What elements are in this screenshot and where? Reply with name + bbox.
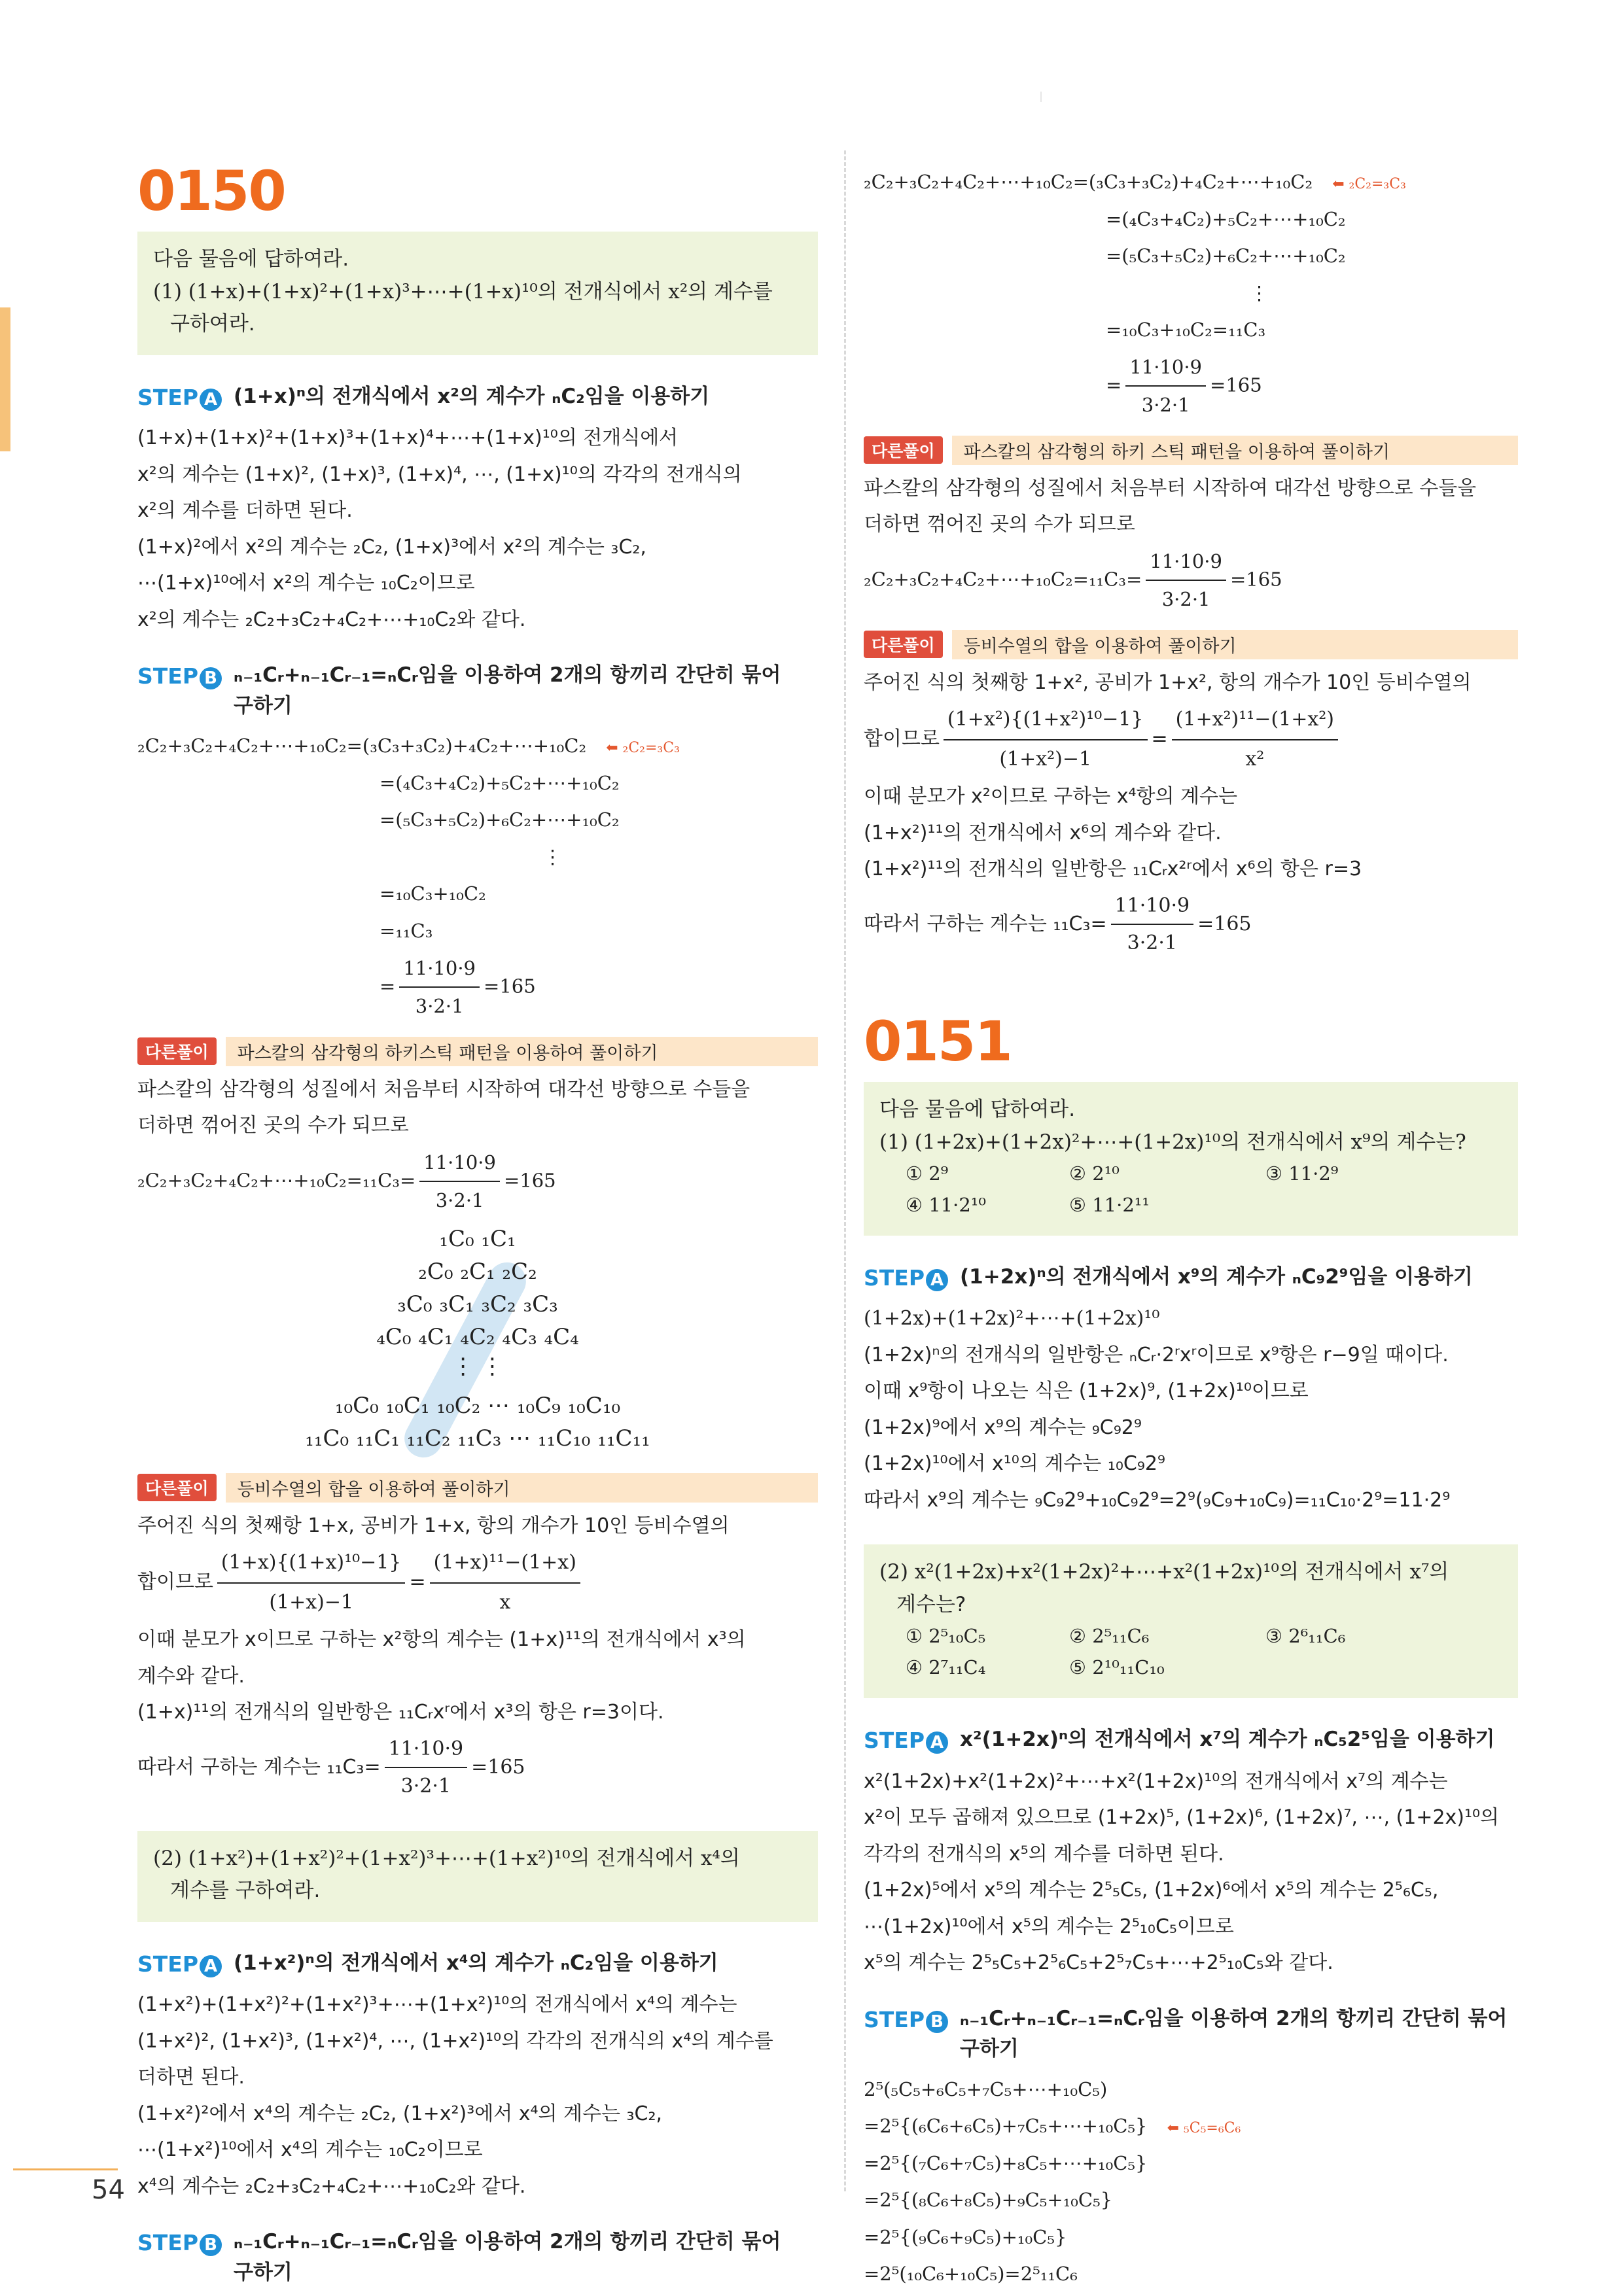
question-box [137, 232, 818, 355]
question-1: (1) (1+x)+(1+x)²+(1+x)³+⋯+(1+x)¹⁰의 전개식에서 x²의 계수를 [153, 279, 773, 304]
alt-badge: 다른풀이 [864, 436, 943, 464]
fraction: $\frac{11\cdot 10\cdot 9}{3\cdot 2\cdot 1}$ [1125, 349, 1206, 424]
choice[interactable]: ① 2⁵₁₀C₅ [906, 1625, 986, 1648]
equation-line: =2⁵(₁₀C₆+₁₀C₅)=2⁵₁₁C₆ [864, 2263, 1078, 2286]
alt-badge: 다른풀이 [864, 631, 943, 658]
choice[interactable]: ① 2⁹ [906, 1162, 949, 1185]
choice[interactable]: ⑤ 11·2¹¹ [1069, 1193, 1150, 1216]
step-a-header [137, 381, 818, 414]
step-a-line: (1+2x)+(1+2x)²+⋯+(1+2x)¹⁰ [864, 1307, 1160, 1331]
equation-line: =(₄C₃+₄C₂)+₅C₂+⋯+₁₀C₂ [380, 771, 620, 794]
triangle-row: ₁₁C₀ ₁₁C₁ ₁₁C₂ ₁₁C₃ ⋯ ₁₁C₁₀ ₁₁C₁₁ [305, 1425, 650, 1452]
alt-line: 계수와 같다. [137, 1664, 245, 1688]
alt-badge: 다른풀이 [137, 1474, 217, 1501]
question-2-cont: 계수를 구하여라. [170, 1879, 321, 1903]
alt-title: 등비수열의 합을 이용하여 풀이하기 [226, 1473, 818, 1503]
alt-line: 파스칼의 삼각형의 성질에서 처음부터 시작하여 대각선 방향으로 수들을 [137, 1077, 750, 1101]
choice[interactable]: ④ 2⁷₁₁C₄ [906, 1656, 986, 1679]
question-2: (2) (1+x²)+(1+x²)²+(1+x²)³+⋯+(1+x²)¹⁰의 전개식에서 x⁴의 [153, 1846, 740, 1870]
step-a-line: (1+2x)¹⁰에서 x¹⁰의 계수는 ₁₀C₉2⁹ [864, 1452, 1165, 1476]
fraction: $\frac{11\cdot 10\cdot 9}{3\cdot 2\cdot 1}$ [419, 1144, 500, 1219]
triangle-row: ⋮ ⋮ [451, 1353, 504, 1380]
equation-line: 2⁵(₅C₅+₆C₅+₇C₅+⋯+₁₀C₅) [864, 2078, 1108, 2100]
step-a-line: (1+x²)²에서 x⁴의 계수는 ₂C₂, (1+x²)³에서 x⁴의 계수는 ₃C₂, [137, 2102, 663, 2125]
step-a-header [137, 1948, 818, 1981]
equation-line: ₂C₂+₃C₂+₄C₂+⋯+₁₀C₂=(₃C₃+₃C₂)+₄C₂+⋯+₁₀C₂ ⬅ ₂C₂=₃C₃ [864, 171, 1406, 193]
equation-line: 합이므로 $\frac{\text{(1+x²)\{(1+x²)¹⁰−1\}}}{\text{(1+x²)−1}}$ = $\frac{\text{(1+x²)¹¹−(1+x²)}}{\text{x²}}$ [864, 701, 1518, 778]
step-a-line: ⋯(1+x²)¹⁰에서 x⁴의 계수는 ₁₀C₂이므로 [137, 2138, 483, 2162]
step-a-label: STEP A [864, 1262, 948, 1295]
equation-line: ₂C₂+₃C₂+₄C₂+⋯+₁₀C₂=(₃C₃+₃C₂)+₄C₂+⋯+₁₀C₂ ⬅ ₂C₂=₃C₃ [137, 735, 680, 757]
equation-line: =₁₁C₃ [380, 920, 433, 943]
column-divider [844, 150, 846, 2191]
step-a-line: x⁵의 계수는 2⁵₅C₅+2⁵₆C₅+2⁵₇C₅+⋯+2⁵₁₀C₅와 같다. [864, 1951, 1333, 1975]
alt-line: 파스칼의 삼각형의 성질에서 처음부터 시작하여 대각선 방향으로 수들을 [864, 476, 1477, 500]
answer-choices [879, 1158, 1502, 1221]
equation-line: =2⁵{(₇C₆+₇C₅)+₈C₅+⋯+₁₀C₅} [864, 2151, 1148, 2174]
step-a-line: (1+x)+(1+x)²+(1+x)³+(1+x)⁴+⋯+(1+x)¹⁰의 전개식에서 [137, 426, 679, 450]
fraction: $\frac{\text{(1+x)\{(1+x)¹⁰−1\}}}{(1+x)-1}$ [217, 1544, 406, 1622]
step-a-line: (1+2x)⁹에서 x⁹의 계수는 ₉C₉2⁹ [864, 1416, 1142, 1439]
choice[interactable]: ④ 11·2¹⁰ [906, 1193, 987, 1216]
question-1-cont: 구하여라. [170, 312, 255, 336]
alt-line: 주어진 식의 첫째항 1+x², 공비가 1+x², 항의 개수가 10인 등비수열의 [864, 670, 1472, 694]
equation-line: =₁₀C₃+₁₀C₂ [380, 882, 486, 905]
triangle-row: ₃C₀ ₃C₁ ₃C₂ ₃C₃ [397, 1291, 558, 1317]
step-a-line: x²의 계수는 (1+x)², (1+x)³, (1+x)⁴, ⋯, (1+x)¹⁰의 각각의 전개식의 [137, 462, 742, 486]
problem-number: 0151 [864, 1009, 1012, 1073]
equation-line: =(₄C₃+₄C₂)+₅C₂+⋯+₁₀C₂ [1106, 207, 1346, 230]
alt-solution-header [137, 1037, 818, 1066]
step-a-title: x²(1+2x)ⁿ의 전개식에서 x⁷의 계수가 ₙC₅2⁵임을 이용하기 [960, 1728, 1495, 1752]
equation-line: =₁₀C₃+₁₀C₂=₁₁C₃ [1106, 319, 1266, 341]
alt-line: (1+x²)¹¹의 전개식의 일반항은 ₁₁Cᵣx²ʳ에서 x⁶의 항은 r=3 [864, 858, 1362, 881]
step-b-header [137, 660, 818, 721]
equation-line: 합이므로 $\frac{\text{(1+x)\{(1+x)¹⁰−1\}}}{(1+x)-1}$ = $\frac{\text{(1+x)¹¹−(1+x)}}{x}$ [137, 1544, 818, 1622]
choice[interactable]: ⑤ 2¹⁰₁₁C₁₀ [1069, 1656, 1165, 1679]
step-a-line: x²(1+2x)+x²(1+2x)²+⋯+x²(1+2x)¹⁰의 전개식에서 x⁷의 계수는 [864, 1769, 1448, 1793]
step-a-line: x²의 계수를 더하면 된다. [137, 499, 353, 523]
step-b-header [137, 2227, 818, 2287]
alt-solution-header [137, 1473, 818, 1503]
step-b-label: STEP B [137, 660, 222, 721]
fraction: $\frac{\text{(1+x²)\{(1+x²)¹⁰−1\}}}{\text{(1+x²)−1}}$ [944, 701, 1148, 778]
triangle-row: ₁₀C₀ ₁₀C₁ ₁₀C₂ ⋯ ₁₀C₉ ₁₀C₁₀ [334, 1392, 621, 1419]
equation-line: =2⁵{(₈C₆+₈C₅)+₉C₅+₁₀C₅} [864, 2189, 1113, 2212]
alt-solution-header [864, 436, 1518, 465]
step-a-line: x²이 모두 곱해져 있으므로 (1+2x)⁵, (1+2x)⁶, (1+2x)⁷, ⋯, (1+2x)¹⁰의 [864, 1806, 1500, 1830]
equation-line: = $\frac{11\cdot 10\cdot 9}{3\cdot 2\cdot 1}$ =165 [864, 349, 1518, 424]
alt-title: 파스칼의 삼각형의 하키스틱 패턴을 이용하여 풀이하기 [226, 1037, 818, 1066]
step-a-title: (1+x²)ⁿ의 전개식에서 x⁴의 계수가 ₙC₂임을 이용하기 [234, 1951, 718, 1975]
equation-line: =2⁵{(₉C₆+₉C₅)+₁₀C₅} [864, 2225, 1067, 2248]
step-a-line: (1+x²)², (1+x²)³, (1+x²)⁴, ⋯, (1+x²)¹⁰의 각각의 전개식의 x⁴의 계수를 [137, 2029, 773, 2053]
alt-badge: 다른풀이 [137, 1037, 217, 1065]
triangle-row: ₂C₀ ₂C₁ ₂C₂ [418, 1258, 537, 1285]
alt-title: 등비수열의 합을 이용하여 풀이하기 [952, 630, 1518, 659]
question-box [137, 1831, 818, 1922]
step-a-line: 각각의 전개식의 x⁵의 계수를 더하면 된다. [864, 1842, 1224, 1866]
equation-line: =2⁵{(₆C₆+₆C₅)+₇C₅+⋯+₁₀C₅} ⬅ ₅C₅=₆C₆ [864, 2115, 1241, 2138]
vertical-ellipsis: ⋮ [543, 845, 562, 868]
alt-line: 이때 분모가 x²이므로 구하는 x⁴항의 계수는 [864, 785, 1237, 809]
triangle-row: ₄C₀ ₄C₁ ₄C₂ ₄C₃ ₄C₄ [376, 1323, 579, 1350]
step-a-line: (1+2x)⁵에서 x⁵의 계수는 2⁵₅C₅, (1+2x)⁶에서 x⁵의 계수는 2⁵₆C₅, [864, 1879, 1439, 1902]
step-a-title: (1+x)ⁿ의 전개식에서 x²의 계수가 ₙC₂임을 이용하기 [234, 384, 710, 408]
question-2: (2) x²(1+2x)+x²(1+2x)²+⋯+x²(1+2x)¹⁰의 전개식에서 x⁷의 [879, 1560, 1449, 1584]
page-number: 54 [92, 2175, 125, 2205]
step-a-header [864, 1262, 1518, 1295]
choice[interactable]: ③ 11·2⁹ [1265, 1162, 1339, 1185]
equation-line: =(₅C₃+₅C₂)+₆C₂+⋯+₁₀C₂ [1106, 245, 1346, 268]
step-b-title: ₙ₋₁Cᵣ+ₙ₋₁Cᵣ₋₁=ₙCᵣ임을 이용하여 2개의 항끼리 간단히 묶어 구하기 [234, 663, 781, 718]
question-box [864, 1544, 1518, 1698]
fraction: $\frac{\text{(1+x)¹¹−(1+x)}}{x}$ [430, 1544, 580, 1622]
step-a-line: ⋯(1+2x)¹⁰에서 x⁵의 계수는 2⁵₁₀C₅이므로 [864, 1915, 1234, 1938]
step-a-label: STEP A [137, 381, 222, 414]
alt-title: 파스칼의 삼각형의 하키 스틱 패턴을 이용하여 풀이하기 [952, 436, 1518, 465]
step-a-line: x⁴의 계수는 ₂C₂+₃C₂+₄C₂+⋯+₁₀C₂와 같다. [137, 2174, 526, 2198]
answer-choices [879, 1621, 1502, 1684]
equation-line: =(₅C₃+₅C₂)+₆C₂+⋯+₁₀C₂ [380, 809, 620, 831]
step-a-label: STEP A [864, 1724, 948, 1757]
question-1: (1) (1+2x)+(1+2x)²+⋯+(1+2x)¹⁰의 전개식에서 x⁹의 계수는? [879, 1130, 1466, 1154]
question-box [864, 1082, 1518, 1236]
top-mark [1040, 92, 1042, 102]
step-b-label: STEP B [137, 2227, 222, 2287]
fraction: $\frac{11\cdot 10\cdot 9}{3\cdot 2\cdot 1}$ [1146, 543, 1226, 618]
step-a-title: (1+2x)ⁿ의 전개식에서 x⁹의 계수가 ₙC₉2⁹임을 이용하기 [960, 1264, 1473, 1289]
step-a-line: 더하면 된다. [137, 2066, 245, 2089]
chapter-tab [0, 307, 10, 451]
equation-line: = $\frac{11\cdot 10\cdot 9}{3\cdot 2\cdot 1}$ =165 [137, 950, 818, 1025]
note-arrow: ⬅ ₅C₅=₆C₆ [1167, 2120, 1241, 2137]
equation-line: ₂C₂+₃C₂+₄C₂+⋯+₁₀C₂=₁₁C₃= $\frac{11\cdot 10\cdot 9}{3\cdot 2\cdot 1}$ =165 [864, 543, 1518, 618]
right-column [864, 164, 1518, 2293]
step-a-line: ⋯(1+x)¹⁰에서 x²의 계수는 ₁₀C₂이므로 [137, 572, 475, 595]
choice[interactable]: ② 2⁵₁₁C₆ [1069, 1625, 1150, 1648]
fraction: $\frac{11\cdot 10\cdot 9}{3\cdot 2\cdot 1}$ [1111, 888, 1194, 962]
left-column [137, 144, 818, 2294]
step-b-label: STEP B [864, 2004, 948, 2064]
step-a-line: (1+2x)ⁿ의 전개식의 일반항은 ₙCᵣ·2ʳxʳ이므로 x⁹항은 r−9일 때이다. [864, 1343, 1449, 1366]
fraction: $\frac{\text{(1+x²)¹¹−(1+x²)}}{\text{x²}}$ [1172, 701, 1338, 778]
alt-line: 더하면 꺾어진 곳의 수가 되므로 [137, 1114, 409, 1138]
alt-line: 따라서 구하는 계수는 ₁₁C₃= $\frac{11\cdot 10\cdot 9}{3\cdot 2\cdot 1}$ =165 [864, 888, 1518, 962]
step-a-line: (1+x²)+(1+x²)²+(1+x²)³+⋯+(1+x²)¹⁰의 전개식에서 x⁴의 계수는 [137, 1993, 737, 2017]
alt-line: (1+x²)¹¹의 전개식에서 x⁶의 계수와 같다. [864, 821, 1222, 844]
step-a-label: STEP A [137, 1948, 222, 1981]
fraction: $\frac{11\cdot 10\cdot 9}{3\cdot 2\cdot 1}$ [399, 950, 480, 1025]
alt-line: 더하면 꺾어진 곳의 수가 되므로 [864, 513, 1135, 536]
alt-line: 따라서 구하는 계수는 ₁₁C₃= $\frac{11\cdot 10\cdot 9}{3\cdot 2\cdot 1}$ =165 [137, 1731, 818, 1805]
vertical-ellipsis: ⋮ [1250, 281, 1269, 304]
equation-line: ₂C₂+₃C₂+₄C₂+⋯+₁₀C₂=₁₁C₃= $\frac{11\cdot 10\cdot 9}{3\cdot 2\cdot 1}$ =165 [137, 1144, 818, 1219]
alt-line: 주어진 식의 첫째항 1+x, 공비가 1+x, 항의 개수가 10인 등비수열의 [137, 1514, 730, 1537]
fraction: $\frac{11\cdot 10\cdot 9}{3\cdot 2\cdot 1}$ [385, 1731, 468, 1805]
step-a-line: x²의 계수는 ₂C₂+₃C₂+₄C₂+⋯+₁₀C₂와 같다. [137, 608, 526, 631]
step-b-header [864, 2004, 1518, 2064]
pascal-triangle [137, 1226, 818, 1461]
step-b-title: ₙ₋₁Cᵣ+ₙ₋₁Cᵣ₋₁=ₙCᵣ임을 이용하여 2개의 항끼리 간단히 묶어 구하기 [234, 2230, 781, 2284]
triangle-row: ₁C₀ ₁C₁ [439, 1225, 516, 1252]
problem-number: 0150 [137, 159, 285, 223]
alt-solution-header [864, 630, 1518, 659]
question-2-cont: 계수는? [896, 1592, 966, 1616]
step-a-header [864, 1724, 1518, 1757]
question-intro: 다음 물음에 답하여라. [879, 1097, 1076, 1121]
choice[interactable]: ③ 2⁶₁₁C₆ [1265, 1625, 1346, 1648]
note-arrow: ⬅ ₂C₂=₃C₃ [1332, 176, 1406, 192]
step-a-line: (1+x)²에서 x²의 계수는 ₂C₂, (1+x)³에서 x²의 계수는 ₃C₂, [137, 535, 646, 559]
alt-line: (1+x)¹¹의 전개식의 일반항은 ₁₁Cᵣxʳ에서 x³의 항은 r=3이다. [137, 1701, 664, 1724]
step-a-line: 이때 x⁹항이 나오는 식은 (1+2x)⁹, (1+2x)¹⁰이므로 [864, 1380, 1309, 1403]
question-intro: 다음 물음에 답하여라. [153, 247, 349, 271]
choice[interactable]: ② 2¹⁰ [1069, 1162, 1120, 1185]
alt-line: 이때 분모가 x이므로 구하는 x²항의 계수는 (1+x)¹¹의 전개식에서 x³의 [137, 1628, 746, 1652]
step-b-title: ₙ₋₁Cᵣ+ₙ₋₁Cᵣ₋₁=ₙCᵣ임을 이용하여 2개의 항끼리 간단히 묶어 구하기 [960, 2006, 1508, 2061]
note-arrow: ⬅ ₂C₂=₃C₃ [606, 740, 680, 757]
page-number-rule [13, 2168, 118, 2170]
step-a-line: 따라서 x⁹의 계수는 ₉C₉2⁹+₁₀C₉2⁹=2⁹(₉C₉+₁₀C₉)=₁₁C₁₀·2⁹=11·2⁹ [864, 1488, 1451, 1512]
